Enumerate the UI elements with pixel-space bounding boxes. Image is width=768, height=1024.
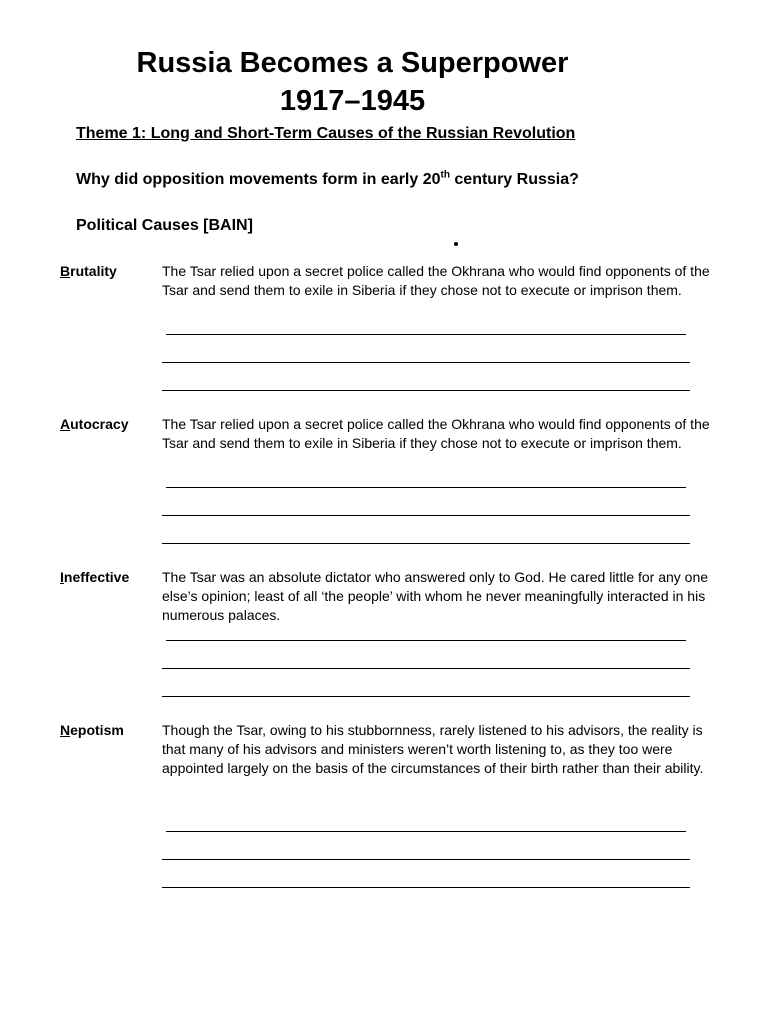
- question-text-end: century Russia?: [449, 171, 579, 188]
- title-line-2: 1917–1945: [279, 85, 426, 117]
- term-rest: neffective: [63, 569, 130, 585]
- answer-line[interactable]: [162, 859, 690, 860]
- cause-description: The Tsar was an absolute dictator who answered only to God. He cared little for any one else’s opinion; least of all ‘the people’ with whom he never meaningfully interacted in his numerous palaces.: [162, 569, 709, 623]
- question-superscript: th: [440, 169, 450, 181]
- question-text: Why did opposition movements form in early 20: [76, 171, 441, 188]
- term-initial: N: [60, 722, 71, 738]
- guiding-question: [76, 171, 579, 189]
- cause-term: [60, 262, 117, 281]
- term-rest: epotism: [70, 722, 124, 738]
- title-line-1: Russia Becomes a Superpower: [136, 47, 569, 79]
- theme-heading: Theme 1: Long and Short-Term Causes of the Russian Revolution: [76, 125, 576, 142]
- answer-line[interactable]: [162, 390, 690, 391]
- answer-line[interactable]: [166, 487, 686, 488]
- cause-term: [60, 568, 129, 587]
- term-rest: utocracy: [70, 416, 129, 432]
- answer-line[interactable]: [166, 640, 686, 641]
- term-initial: B: [60, 263, 71, 279]
- answer-line[interactable]: [162, 668, 690, 669]
- section-subheading: Political Causes [BAIN]: [76, 217, 253, 234]
- answer-line[interactable]: [166, 831, 686, 832]
- answer-line[interactable]: [162, 515, 690, 516]
- answer-line[interactable]: [162, 696, 690, 697]
- cause-description: Though the Tsar, owing to his stubbornness, rarely listened to his advisors, the reality is that many of his advisors and ministers weren’t worth listening to, as they too were appointed largely on the basis of the circumstances of their birth rather than their ability.: [162, 722, 704, 776]
- answer-line[interactable]: [162, 543, 690, 544]
- cause-term: [60, 721, 124, 740]
- answer-line[interactable]: [162, 362, 690, 363]
- term-rest: rutality: [70, 263, 117, 279]
- cause-description: The Tsar relied upon a secret police called the Okhrana who would find opponents of the Tsar and send them to exile in Siberia if they chose not to execute or imprison them.: [162, 416, 710, 451]
- cause-term: [60, 415, 128, 434]
- term-initial: I: [60, 569, 64, 585]
- answer-line[interactable]: [166, 334, 686, 335]
- bullet-dot: [454, 242, 458, 246]
- cause-description: The Tsar relied upon a secret police called the Okhrana who would find opponents of the Tsar and send them to exile in Siberia if they chose not to execute or imprison them.: [162, 263, 710, 298]
- term-initial: A: [60, 416, 71, 432]
- answer-line[interactable]: [162, 887, 690, 888]
- worksheet-title: [0, 44, 705, 120]
